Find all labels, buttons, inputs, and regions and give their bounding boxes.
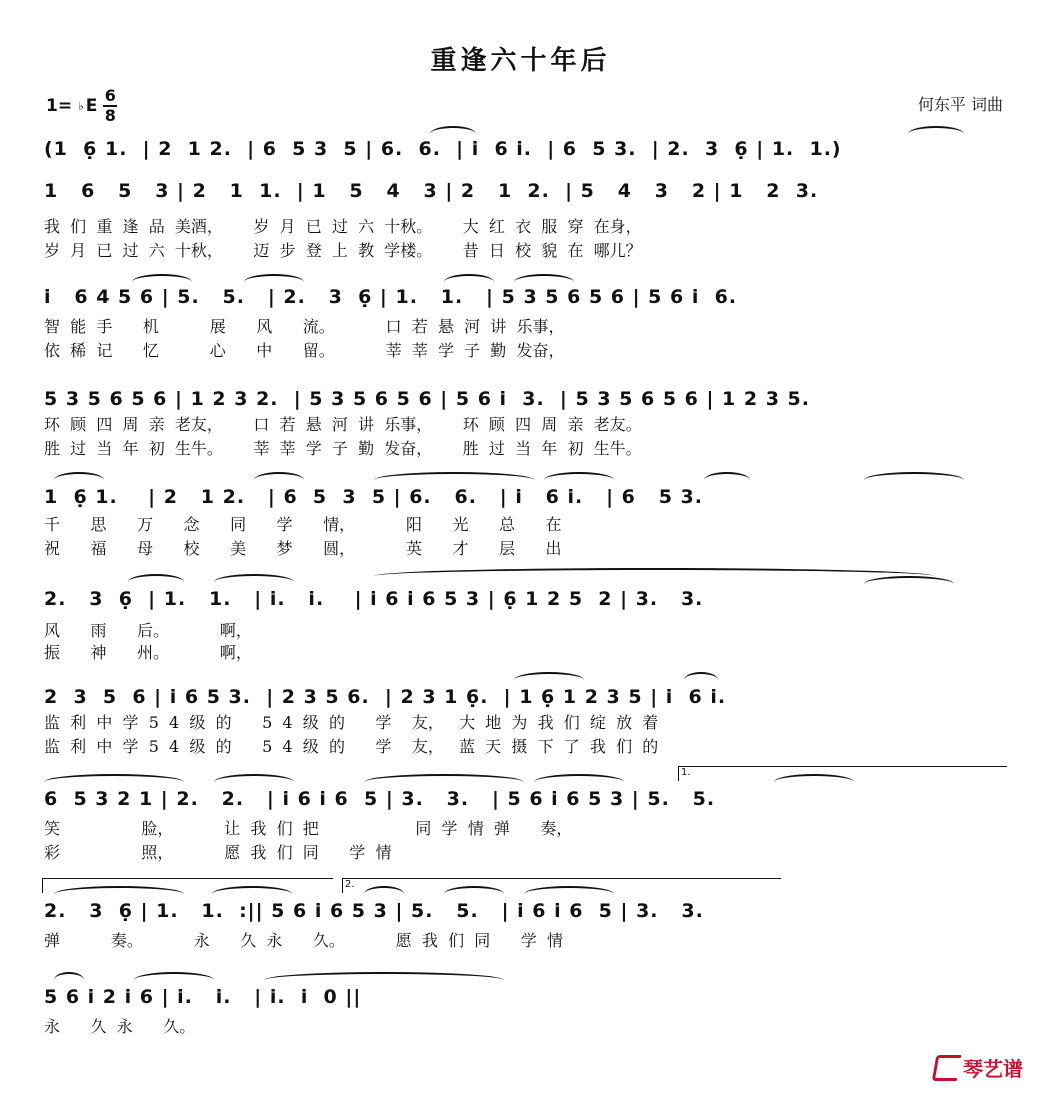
lyric-line: 千 思 万 念 同 学 情， 阳 光 总 在 (44, 515, 562, 534)
notation-line: 6 5 3 2 1 | 2. 2. | i 6 i 6 5 | 3. 3. | 5 6 i 6 5 3 | 5. 5. (44, 788, 716, 810)
key-note: E (85, 96, 98, 116)
time-bottom: 8 (104, 106, 116, 125)
author-credit: 何东平 词曲 (917, 95, 1003, 114)
lyric-line: 祝 福 母 校 美 梦 圆， 英 才 层 出 (44, 539, 562, 558)
key-signature (46, 88, 117, 124)
lyric-line: 环 顾 四 周 亲 老友， 口 若 悬 河 讲 乐事， 环 顾 四 周 亲 老友。 (44, 415, 642, 434)
time-signature (103, 88, 117, 124)
key-prefix: 1= (46, 96, 73, 116)
lyric-line: 监 利 中 学 5 4 级 的 5 4 级 的 学 友， 大 地 为 我 们 绽 放 着 (44, 713, 659, 732)
lyric-line: 胜 过 当 年 初 生牛。 莘 莘 学 子 勤 发奋， 胜 过 当 年 初 生牛。 (44, 439, 642, 458)
lyric-line: 监 利 中 学 5 4 级 的 5 4 级 的 学 友， 蓝 天 摄 下 了 我 们 的 (44, 737, 659, 756)
first-ending-bracket: 1. (678, 766, 1007, 781)
notation-line: (1 6̣ 1. | 2 1 2. | 6 5 3 5 | 6. 6. | i 6 i. | 6 5 3. | 2. 3 6̣ | 1. 1.) (44, 138, 842, 160)
lyric-line: 笑 脸， 让 我 们 把 同 学 情 弹 奏， (44, 819, 573, 838)
notation-line: 1 6 5 3 | 2 1 1. | 1 5 4 3 | 2 1 2. | 5 4 3 2 | 1 2 3. (44, 180, 819, 202)
lyric-line: 我 们 重 逢 品 美酒， 岁 月 已 过 六 十秋。 大 红 衣 服 穿 在身， (44, 217, 642, 236)
time-top: 6 (104, 86, 116, 105)
lyric-line: 永 久 永 久。 (44, 1017, 196, 1036)
first-ending-line (42, 878, 333, 893)
notation-line: 2. 3 6̣ | 1. 1. :|| 5 6 i 6 5 3 | 5. 5. | i 6 i 6 5 | 3. 3. (44, 900, 704, 922)
lyric-line: 振 神 州。 啊， (44, 643, 252, 662)
lyric-line: 依 稀 记 忆 心 中 留。 莘 莘 学 子 勤 发奋， (44, 341, 565, 360)
lyric-line: 岁 月 已 过 六 十秋， 迈 步 登 上 教 学楼。 昔 日 校 貌 在 哪儿？ (44, 241, 642, 260)
notation-line: 5 6 i 2 i 6 | i. i. | i. i 0 || (44, 986, 362, 1008)
lyric-line: 智 能 手 机 展 风 流。 口 若 悬 河 讲 乐事， (44, 317, 565, 336)
notation-line: 5 3 5 6 5 6 | 1 2 3 2. | 5 3 5 6 5 6 | 5 6 i 3. | 5 3 5 6 5 6 | 1 2 3 5. (44, 388, 810, 410)
qinyipu-logo: 琴艺谱 (934, 1053, 1023, 1082)
notation-line: 1 6̣ 1. | 2 1 2. | 6 5 3 5 | 6. 6. | i 6 i. | 6 5 3. (44, 486, 703, 508)
notation-line: 2. 3 6̣ | 1. 1. | i. i. | i 6 i 6 5 3 | 6̣ 1 2 5 2 | 3. 3. (44, 588, 704, 610)
song-title: 重逢六十年后 (430, 46, 611, 76)
lyric-line: 风 雨 后。 啊， (44, 621, 252, 640)
lyric-line: 彩 照， 愿 我 们 同 学 情 (44, 843, 392, 862)
logo-mark-icon (932, 1055, 962, 1081)
notation-line: i 6 4 5 6 | 5. 5. | 2. 3 6̣ | 1. 1. | 5 3 5 6 5 6 | 5 6 i 6. (44, 286, 738, 308)
notation-line: 2 3 5 6 | i 6 5 3. | 2 3 5 6. | 2 3 1 6̣. | 1 6̣ 1 2 3 5 | i 6 i. (44, 686, 727, 708)
flat-sign: ♭ (78, 99, 84, 113)
second-ending-bracket: 2. (342, 878, 781, 893)
lyric-line: 弹 奏。 永 久 永 久。 愿 我 们 同 学 情 (44, 931, 563, 950)
